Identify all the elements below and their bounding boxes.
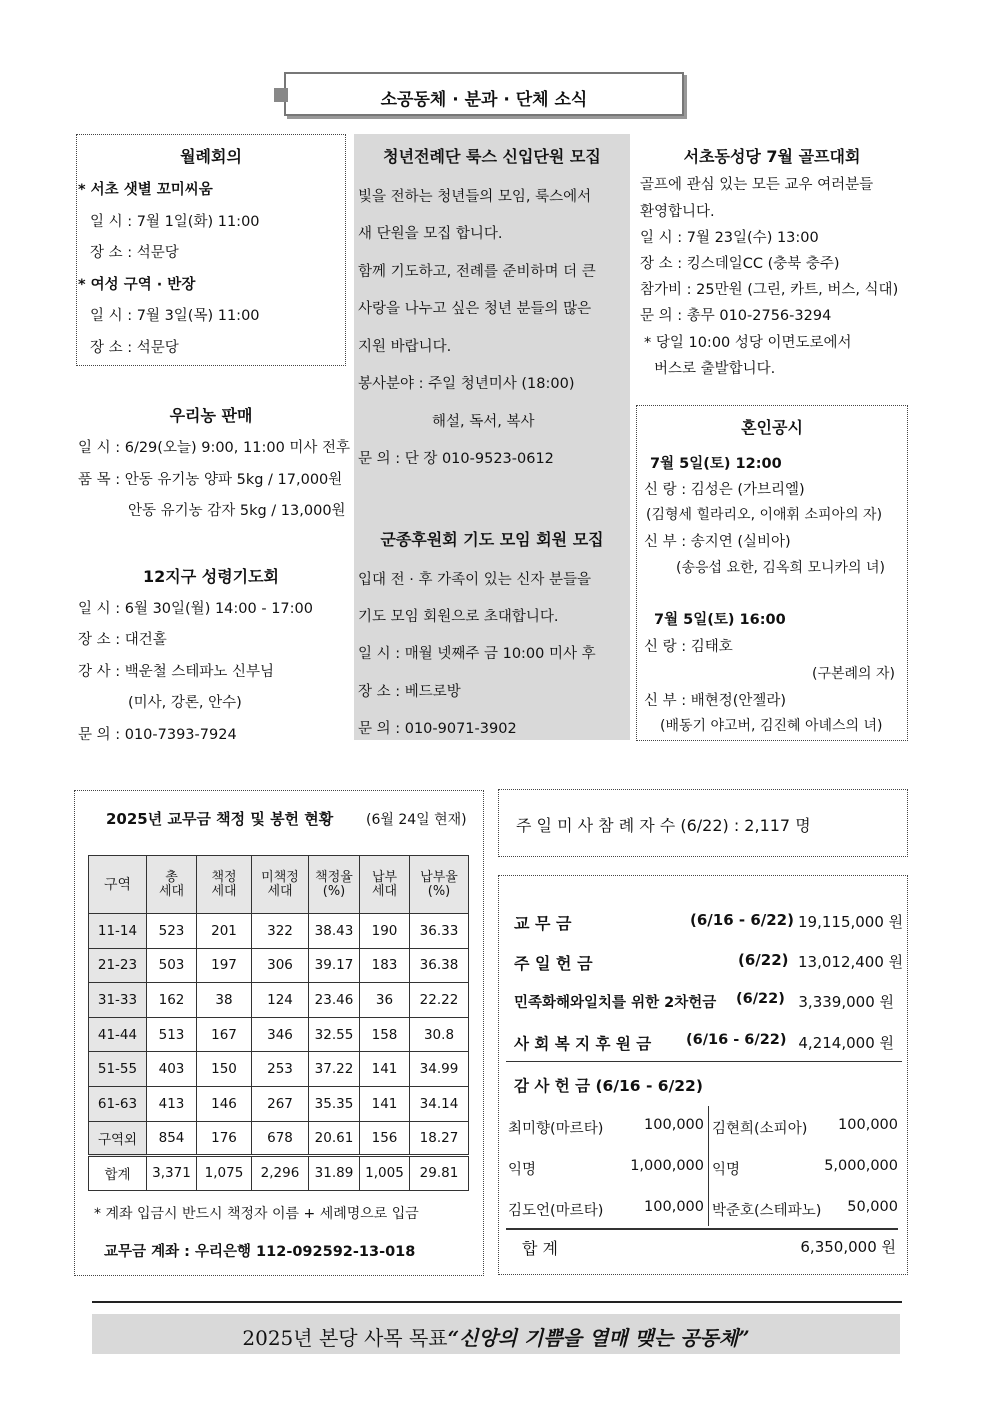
table-cell: 201: [197, 914, 252, 949]
youth-line: 사랑을 나누고 싶은 청년 분들의 많은: [358, 301, 592, 317]
youth-line: 문 의 : 단 장 010-9523-0612: [358, 451, 554, 467]
wedding-bride: 신 부 : 송지연 (실비아): [644, 534, 791, 550]
section-header: [284, 72, 684, 116]
table-row: [89, 983, 469, 1018]
table-cell: 158: [360, 1017, 410, 1052]
table-cell: 322: [252, 914, 309, 949]
farm-sale-item: 안동 유기농 감자 5kg / 13,000원: [128, 503, 346, 519]
table-cell: 36.33: [410, 914, 469, 949]
table-cell: 346: [252, 1017, 309, 1052]
golf-line: * 당일 10:00 성당 이면도로에서: [644, 335, 852, 351]
header-cell: 총 세대: [147, 856, 197, 914]
donor-name: 김도언(마르타): [508, 1203, 604, 1219]
table-row: [89, 1017, 469, 1052]
prayer-speaker-detail: (미사, 강론, 안수): [128, 695, 242, 711]
military-title: 군종후원회 기도 모임 회원 모집: [380, 530, 604, 549]
footer-divider: [92, 1301, 902, 1303]
table-cell: 197: [197, 948, 252, 983]
table-cell: 267: [252, 1086, 309, 1121]
total-amount: 6,350,000 원: [800, 1238, 896, 1256]
table-cell: 22.22: [410, 983, 469, 1018]
finance-amount: 19,115,000 원: [798, 913, 904, 931]
group-date: 일 시 : 7월 3일(목) 11:00: [90, 308, 260, 324]
divider: [506, 1061, 902, 1062]
table-cell: 39.17: [309, 948, 360, 983]
donor-amount: 50,000: [847, 1199, 898, 1215]
table-cell: 3,371: [147, 1156, 197, 1191]
military-line: 입대 전 · 후 가족이 있는 신자 분들을: [358, 572, 591, 588]
dues-as-of: (6월 24일 현재): [366, 812, 467, 828]
donor-amount: 100,000: [644, 1117, 704, 1133]
wedding-bride-parents: (배동기 야고버, 김진혜 아녜스의 녀): [660, 718, 883, 734]
prayer-contact: 문 의 : 010-7393-7924: [78, 727, 237, 743]
table-cell: 38: [197, 983, 252, 1018]
wedding-date: 7월 5일(토) 12:00: [650, 456, 782, 472]
golf-line: 환영합니다.: [640, 204, 715, 220]
divider: [708, 1106, 709, 1226]
donor-amount: 5,000,000: [824, 1158, 898, 1174]
table-cell: 35.35: [309, 1086, 360, 1121]
golf-line: 버스로 출발합니다.: [654, 361, 776, 377]
footer-prefix: 2025년 본당 사목 목표: [242, 1326, 448, 1350]
row-label-cell: 합계: [89, 1156, 147, 1191]
finance-label: 민족화해와일치를 위한 2차헌금: [514, 995, 717, 1011]
finance-label: 교 무 금: [514, 914, 572, 933]
prayer-place: 장 소 : 대건홀: [78, 632, 167, 648]
dues-title: 2025년 교무금 책정 및 봉헌 현황: [106, 810, 334, 828]
table-cell: 38.43: [309, 914, 360, 949]
dues-account: 교무금 계좌 : 우리은행 112-092592-13-018: [104, 1244, 416, 1260]
header-cell: 책정 세대: [197, 856, 252, 914]
table-cell: 678: [252, 1121, 309, 1156]
table-cell: 1,005: [360, 1156, 410, 1191]
table-cell: 2,296: [252, 1156, 309, 1191]
table-cell: 167: [197, 1017, 252, 1052]
table-cell: 146: [197, 1086, 252, 1121]
farm-sale-date: 일 시 : 6/29(오늘) 9:00, 11:00 미사 전후: [78, 440, 351, 456]
table-cell: 37.22: [309, 1052, 360, 1087]
attendance-text: 주 일 미 사 참 례 자 수 (6/22) : 2,117 명: [516, 816, 811, 835]
table-cell: 141: [360, 1052, 410, 1087]
table-cell: 31.89: [309, 1156, 360, 1191]
table-row: [89, 1121, 469, 1156]
finance-amount: 3,339,000 원: [798, 993, 894, 1011]
military-line: 문 의 : 010-9071-3902: [358, 721, 517, 737]
footer-motto: “신앙의 기쁨을 열매 맺는 공동체”: [447, 1326, 750, 1350]
total-label: 합 계: [522, 1239, 558, 1258]
table-cell: 30.8: [410, 1017, 469, 1052]
table-cell: 523: [147, 914, 197, 949]
group-date: 일 시 : 7월 1일(화) 11:00: [90, 214, 260, 230]
donor-amount: 100,000: [838, 1117, 898, 1133]
group-place: 장 소 : 석문당: [90, 245, 179, 261]
golf-line: 골프에 관심 있는 모든 교우 여러분들: [640, 177, 874, 193]
wedding-bride: 신 부 : 배현정(안젤라): [644, 693, 787, 709]
donor-name: 익명: [712, 1162, 741, 1178]
row-label-cell: 구역외: [89, 1121, 147, 1156]
table-cell: 190: [360, 914, 410, 949]
golf-line: 문 의 : 총무 010-2756-3294: [640, 308, 832, 324]
row-label-cell: 41-44: [89, 1017, 147, 1052]
table-cell: 34.14: [410, 1086, 469, 1121]
table-cell: 854: [147, 1121, 197, 1156]
table-cell: 20.61: [309, 1121, 360, 1156]
table-cell: 29.81: [410, 1156, 469, 1191]
table-cell: 36.38: [410, 948, 469, 983]
table-cell: 253: [252, 1052, 309, 1087]
dues-table: [88, 855, 469, 1191]
prayer-date: 일 시 : 6월 30일(월) 14:00 - 17:00: [78, 601, 313, 617]
prayer-title: 12지구 성령기도회: [142, 567, 280, 586]
dues-note: * 계좌 입금시 반드시 책정자 이름 + 세례명으로 입금: [94, 1206, 419, 1222]
wedding-groom: 신 랑 : 김태호: [644, 639, 733, 655]
table-cell: 18.27: [410, 1121, 469, 1156]
donor-name: 박준호(스테파노): [712, 1203, 822, 1219]
header-cell: 납부율 (%): [410, 856, 469, 914]
youth-title: 청년전례단 룩스 신입단원 모집: [383, 147, 601, 166]
finance-label: 사 회 복 지 후 원 금: [514, 1035, 652, 1053]
finance-period: (6/22): [738, 951, 789, 969]
wedding-date: 7월 5일(토) 16:00: [654, 612, 786, 628]
farm-sale-title: 우리농 판매: [169, 406, 253, 425]
table-cell: 413: [147, 1086, 197, 1121]
wedding-groom: 신 랑 : 김성은 (가브리엘): [644, 482, 805, 498]
golf-line: 일 시 : 7월 23일(수) 13:00: [640, 230, 819, 246]
golf-title: 서초동성당 7월 골프대회: [683, 147, 861, 166]
golf-line: 장 소 : 킹스데일CC (충북 충주): [640, 256, 840, 272]
header-cell: 납부 세대: [360, 856, 410, 914]
thanks-title: 감 사 헌 금 (6/16 - 6/22): [514, 1077, 703, 1095]
finance-amount: 13,012,400 원: [798, 953, 904, 971]
header-cell: 구역: [89, 856, 147, 914]
table-cell: 306: [252, 948, 309, 983]
military-line: 기도 모임 회원으로 초대합니다.: [358, 609, 559, 625]
youth-line: 새 단원을 모집 합니다.: [358, 226, 503, 242]
donor-name: 익명: [508, 1162, 537, 1178]
header-cell: 미책정 세대: [252, 856, 309, 914]
donor-amount: 1,000,000: [630, 1158, 704, 1174]
table-row: [89, 914, 469, 949]
donor-name: 최미향(마르타): [508, 1121, 604, 1137]
table-row: [89, 948, 469, 983]
divider: [506, 1228, 898, 1230]
finance-period: (6/22): [736, 991, 785, 1007]
row-label-cell: 51-55: [89, 1052, 147, 1087]
youth-line: 함께 기도하고, 전례를 준비하며 더 큰: [358, 264, 596, 280]
donor-name: 김현희(소피아): [712, 1121, 808, 1137]
prayer-speaker: 강 사 : 백운철 스테파노 신부님: [78, 664, 275, 680]
table-cell: 23.46: [309, 983, 360, 1018]
table-cell: 34.99: [410, 1052, 469, 1087]
table-cell: 1,075: [197, 1156, 252, 1191]
military-line: 장 소 : 베드로방: [358, 684, 461, 700]
table-cell: 503: [147, 948, 197, 983]
row-label-cell: 21-23: [89, 948, 147, 983]
table-cell: 124: [252, 983, 309, 1018]
table-cell: 183: [360, 948, 410, 983]
table-cell: 513: [147, 1017, 197, 1052]
youth-line: 봉사분야 : 주일 청년미사 (18:00): [358, 376, 575, 392]
youth-line: 해설, 독서, 복사: [432, 414, 535, 430]
finance-label: 주 일 헌 금: [514, 954, 593, 973]
finance-period: (6/16 - 6/22): [686, 1032, 787, 1048]
table-cell: 141: [360, 1086, 410, 1121]
finance-amount: 4,214,000 원: [798, 1034, 894, 1052]
table-row: [89, 1052, 469, 1087]
table-cell: 150: [197, 1052, 252, 1087]
youth-line: 지원 바랍니다.: [358, 339, 452, 355]
header-cell: 책정율 (%): [309, 856, 360, 914]
table-cell: 403: [147, 1052, 197, 1087]
donor-amount: 100,000: [644, 1199, 704, 1215]
table-cell: 162: [147, 983, 197, 1018]
wedding-bride-parents: (송응섭 요한, 김옥희 모니카의 녀): [676, 560, 885, 576]
section-title: 소공동체 · 분과 · 단체 소식: [380, 90, 588, 110]
wedding-groom-parents: (구본례의 자): [812, 666, 895, 682]
row-label-cell: 31-33: [89, 983, 147, 1018]
row-label-cell: 11-14: [89, 914, 147, 949]
table-cell: 36: [360, 983, 410, 1018]
footer-banner: [92, 1314, 900, 1354]
table-cell: 32.55: [309, 1017, 360, 1052]
table-row: [89, 1086, 469, 1121]
row-label-cell: 61-63: [89, 1086, 147, 1121]
group-place: 장 소 : 석문당: [90, 340, 179, 356]
table-header-row: [89, 856, 469, 914]
military-line: 일 시 : 매월 넷째주 금 10:00 미사 후: [358, 646, 596, 662]
table-row: [89, 1156, 469, 1191]
group-name: * 여성 구역 · 반장: [78, 277, 196, 293]
group-name: * 서초 샛별 꼬미씨움: [78, 182, 213, 198]
farm-sale-item: 품 목 : 안동 유기농 양파 5kg / 17,000원: [78, 472, 343, 488]
wedding-groom-parents: (김형세 힐라리오, 이애휘 소피아의 자): [646, 507, 883, 523]
table-cell: 156: [360, 1121, 410, 1156]
wedding-title: 혼인공시: [741, 418, 803, 437]
youth-line: 빛을 전하는 청년들의 모임, 룩스에서: [358, 189, 592, 205]
table-cell: 176: [197, 1121, 252, 1156]
footer-text: [92, 1322, 900, 1351]
monthly-meeting-title: 월례회의: [180, 147, 242, 166]
golf-line: 참가비 : 25만원 (그린, 카트, 버스, 식대): [640, 282, 899, 298]
finance-period: (6/16 - 6/22): [690, 911, 794, 929]
